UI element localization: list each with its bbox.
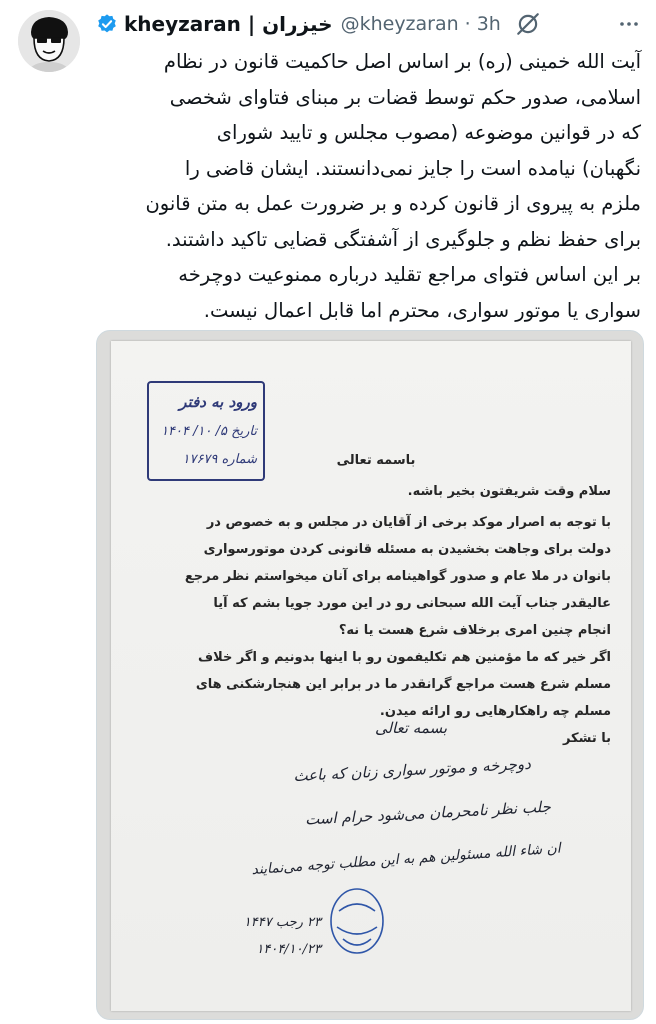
letter-line: انجام چنین امری برخلاف شرع هست یا نه؟ bbox=[338, 623, 611, 638]
more-options-icon[interactable] bbox=[617, 12, 641, 36]
tweet-text bbox=[96, 44, 641, 328]
stamp-number: شماره ۱۷۶۷۹ bbox=[182, 452, 257, 467]
letter-closing: با تشکر bbox=[562, 731, 611, 746]
letter-line: مسلم چه راهکارهایی رو ارائه میدن. bbox=[379, 704, 611, 719]
avatar[interactable] bbox=[18, 10, 80, 72]
letter-line: دولت برای وجاهت بخشیدن به مسئله قانونی کردن موتورسواری bbox=[203, 542, 611, 557]
letter-paragraph-1 bbox=[141, 509, 611, 644]
handwritten-line-3: ان شاء الله مسئولین هم به این مطلب توجه می‌نمایند bbox=[251, 840, 562, 879]
handwritten-date-hijri: ۲۳ رجب ۱۴۴۷ bbox=[243, 915, 321, 930]
tweet-text-line: آیت الله خمینی (ره) بر اساس اصل حاکمیت قانون در نظام bbox=[163, 50, 641, 73]
office-seal bbox=[331, 889, 383, 953]
tweet-text-line: بر این اساس فتوای مراجع تقلید درباره ممنوعیت دوچرخه bbox=[178, 263, 641, 286]
handwritten-heading: بسمه تعالی bbox=[374, 719, 448, 737]
handwritten-line-2: جلب نظر نامحرمان می‌شود حرام است bbox=[304, 797, 552, 829]
scanned-letter bbox=[111, 341, 631, 1011]
letter-body bbox=[141, 447, 611, 752]
letter-line: عالیقدر جناب آیت الله سبحانی رو در این مورد جویا بشم که آیا bbox=[213, 596, 611, 611]
tweet-text-line: سواری یا موتور سواری، محترم اما قابل اعمال نیست. bbox=[203, 298, 641, 322]
tweet-text-line: نگهبان) نیامده است را جایز نمی‌دانستند. ایشان قاضی را bbox=[184, 156, 641, 180]
tweet-text-line: اسلامی، صدور حکم توسط قضات بر مبنای فتاوای شخصی bbox=[169, 85, 641, 109]
tweet-media-image[interactable] bbox=[96, 330, 644, 1020]
letter-paragraph-2 bbox=[141, 644, 611, 725]
user-handle[interactable]: @kheyzaran bbox=[340, 13, 459, 35]
timestamp[interactable]: 3h bbox=[476, 13, 501, 35]
tweet-text-line: که در قوانین موضوعه (مصوب مجلس و تایید شورای bbox=[216, 121, 641, 144]
letter-greeting: سلام وقت شریفتون بخیر باشه. bbox=[407, 484, 611, 499]
handwritten-line-1: دوچرخه و موتور سواری زنان که باعث bbox=[292, 754, 532, 786]
grok-icon[interactable] bbox=[515, 11, 541, 37]
letter-line: بانوان در ملا عام و صدور گواهینامه برای آنان میخواستم نظر مرجع bbox=[184, 569, 611, 584]
avatar-illustration-icon bbox=[18, 10, 80, 72]
stamp-title: ورود به دفتر bbox=[179, 393, 257, 411]
display-name[interactable]: kheyzaran | خیزران bbox=[124, 12, 333, 36]
letter-line: با توجه به اصرار موکد برخی از آقایان در مجلس و به خصوص در bbox=[206, 515, 611, 530]
separator-dot: · bbox=[464, 13, 471, 35]
verified-badge-icon bbox=[96, 13, 118, 35]
tweet-text-line: برای حفظ نظم و جلوگیری از آشفتگی قضایی تاکید داشتند. bbox=[165, 227, 641, 251]
letter-heading: باسمه تعالی bbox=[336, 453, 416, 468]
tweet-text-line: ملزم به پیروی از قانون کرده و بر ضرورت عمل به متن قانون bbox=[145, 192, 641, 215]
stamp-date: تاریخ ۵/ ۱۰/ ۱۴۰۴ bbox=[161, 424, 257, 439]
handwritten-date-solar: ۱۴۰۴/۱۰/۲۳ bbox=[256, 942, 321, 957]
tweet-header bbox=[96, 8, 641, 40]
letter-line: مسلم شرع هست مراجع گرانقدر ما در برابر این هنجارشکنی های bbox=[195, 677, 611, 692]
letter-line: اگر خیر که ما مؤمنین هم تکلیفمون رو با اینها بدونیم و اگر خلاف bbox=[197, 650, 611, 665]
